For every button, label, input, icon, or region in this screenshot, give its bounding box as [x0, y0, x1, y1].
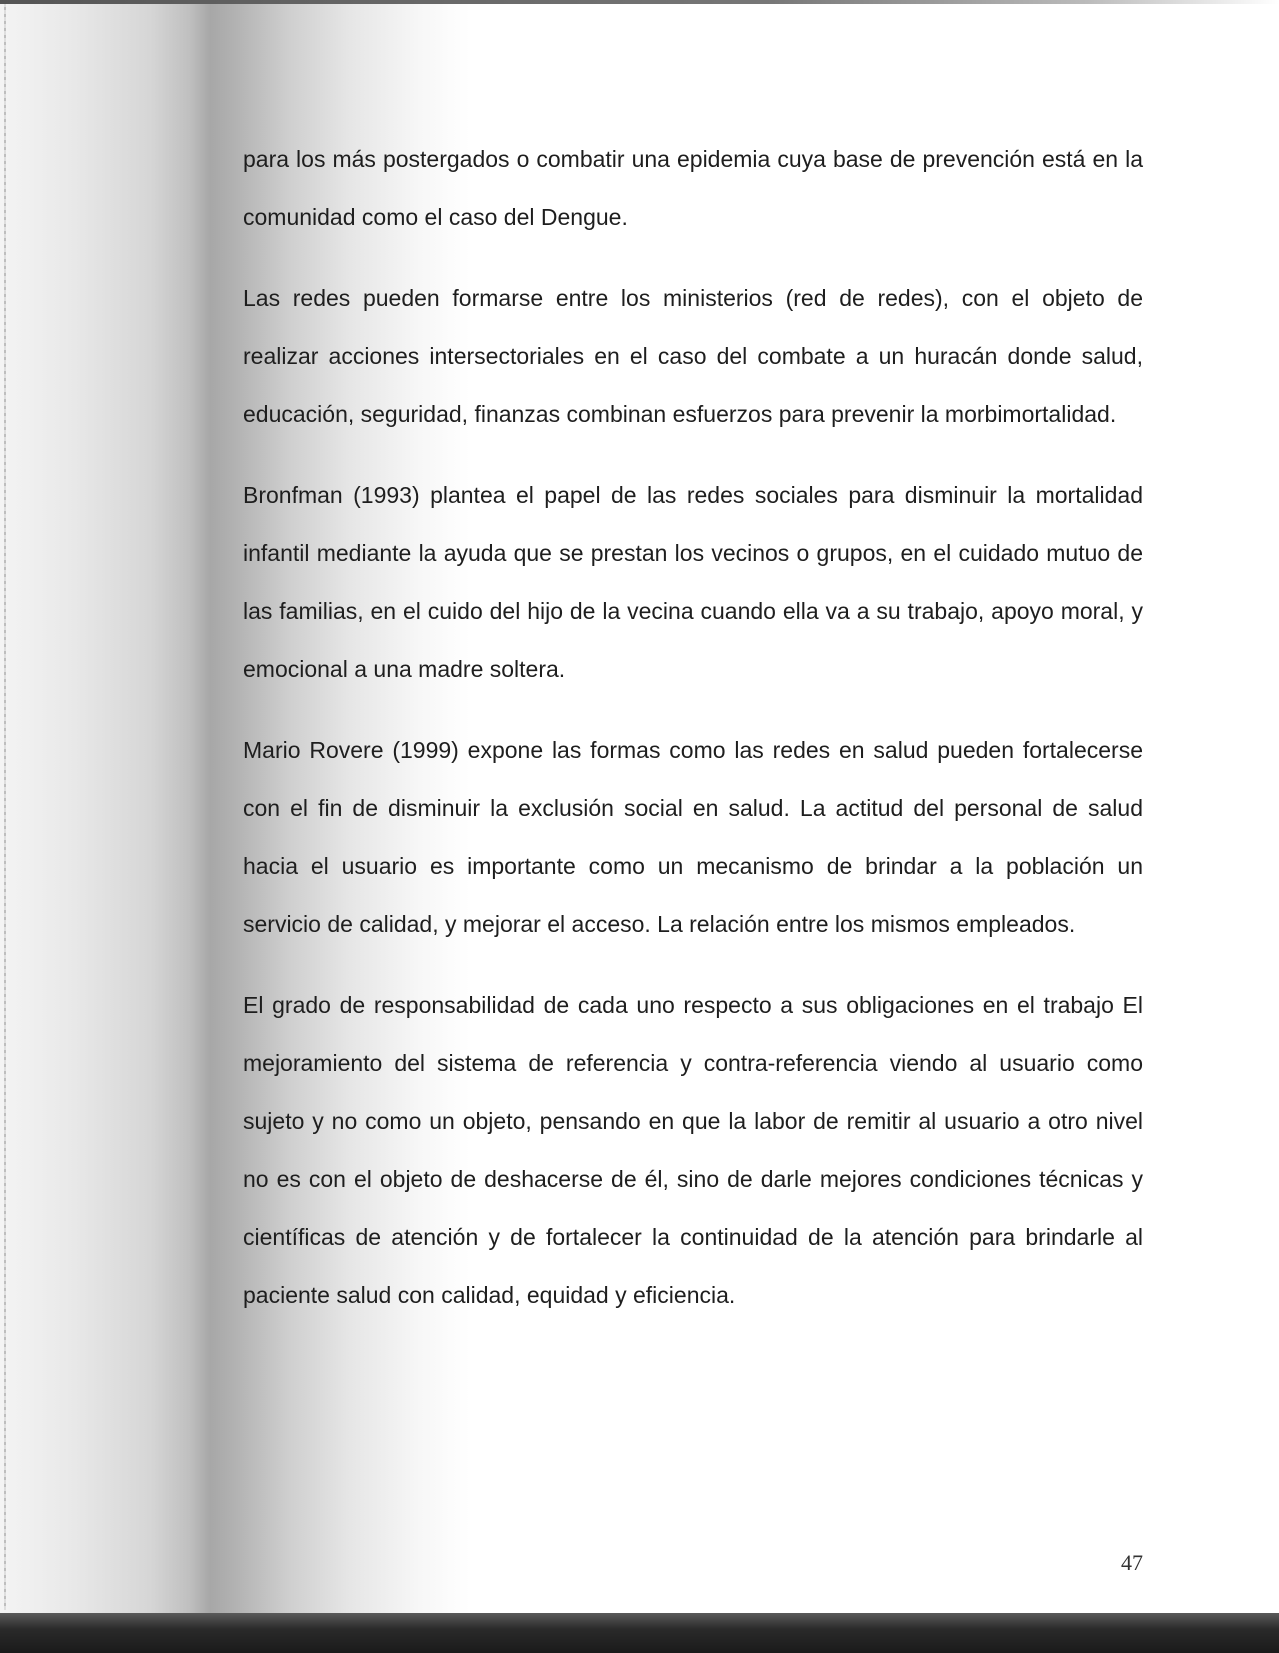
scan-bottom-edge	[0, 1613, 1279, 1653]
paragraph-5: El grado de responsabilidad de cada uno respecto a sus obligaciones en el trabajo El mejoramiento del sistema de referencia y contra-referencia viendo al usuario como sujeto y no como un objeto, pensando en que la labor de remitir al usuario a otro nivel no es con el objeto de deshacerse de él, sino de darle mejores condiciones técnicas y científicas de atención y de fortalecer la continuidad de la atención para brindarle al paciente salud con calidad, equidad y eficiencia.	[243, 992, 1143, 1308]
top-edge	[0, 0, 1279, 4]
paragraph-3: Bronfman (1993) plantea el papel de las redes sociales para disminuir la mortalidad infantil mediante la ayuda que se prestan los vecinos o grupos, en el cuidado mutuo de las familias, en el cuido del hijo de la vecina cuando ella va a su trabajo, apoyo moral, y emocional a una madre soltera.	[243, 482, 1143, 682]
paragraph-4: Mario Rovere (1999) expone las formas como las redes en salud pueden fortalecerse con el fin de disminuir la exclusión social en salud. La actitud del personal de salud hacia el usuario es importante como un mecanismo de brindar a la población un servicio de calidad, y mejorar el acceso. La relación entre los mismos empleados.	[243, 737, 1143, 937]
paragraph-2: Las redes pueden formarse entre los ministerios (red de redes), con el objeto de realizar acciones intersectoriales en el caso del combate a un huracán donde salud, educación, seguridad, finanzas combinan esfuerzos para prevenir la morbimortalidad.	[243, 285, 1143, 427]
paragraph-1: para los más postergados o combatir una epidemia cuya base de prevención está en la comunidad como el caso del Dengue.	[243, 146, 1143, 230]
page-number: 47	[1121, 1550, 1143, 1575]
page-edge	[4, 0, 6, 1610]
page-body	[243, 130, 1143, 1324]
